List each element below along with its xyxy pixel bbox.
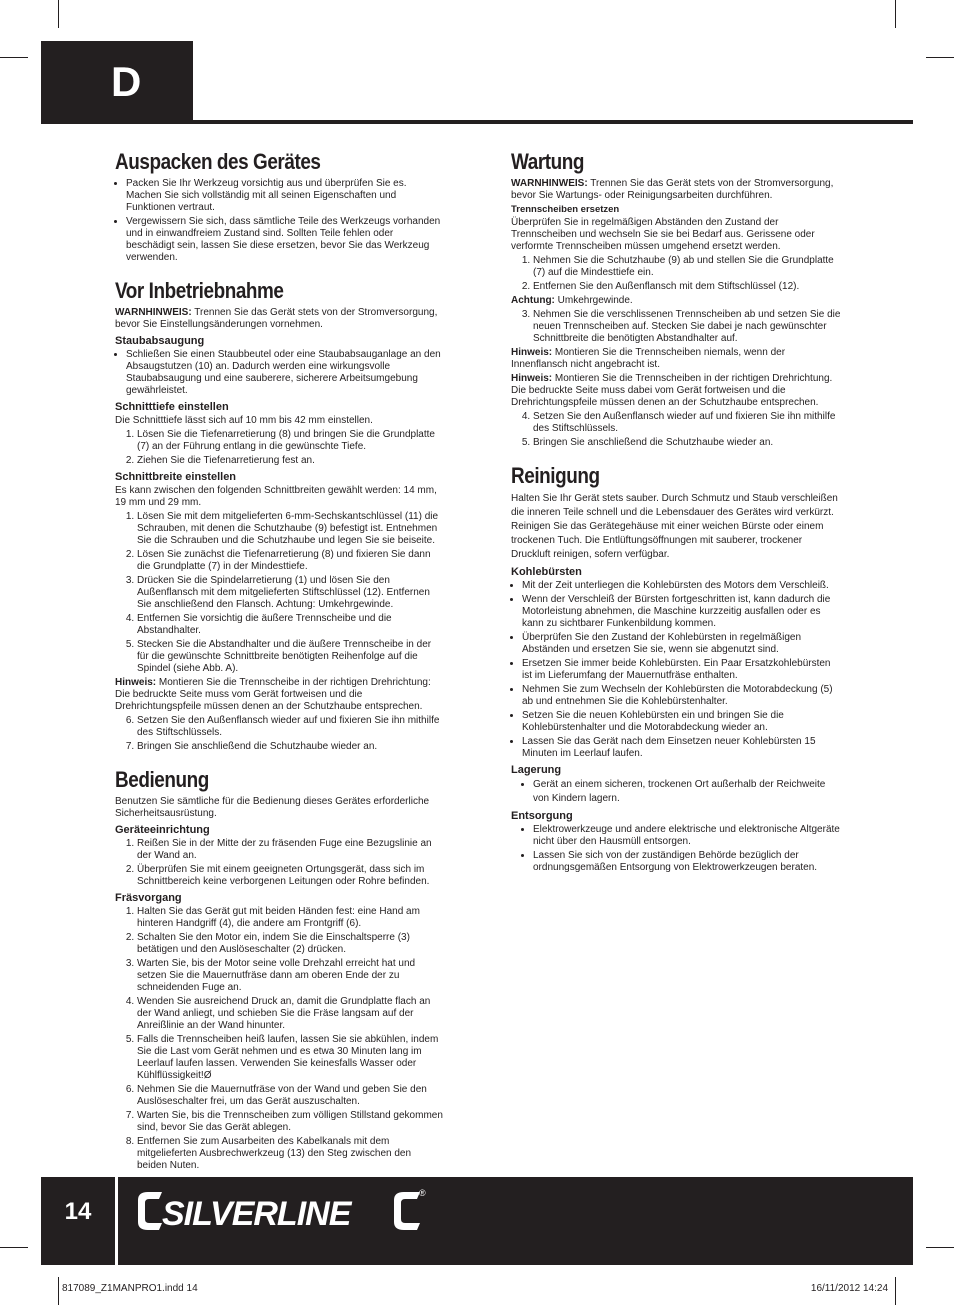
subheading: Schnittbreite einstellen — [115, 471, 237, 483]
list-item: 3. Nehmen Sie die verschlissenen Trennscheiben ab und setzen Sie die neuen Trennscheiben auf. Stecken Sie dabei je nach gewünschter Schnittbreite die benötigten Abstandhalter auf. — [533, 309, 841, 345]
section-auspacken — [115, 149, 443, 264]
paragraph: Halten Sie Ihr Gerät stets sauber. Durch Schmutz und Staub verschleißen die inneren Teile schnell und die Lebensdauer des Gerätes wird verkürzt. Reinigen Sie das Gerätegehäuse mit einer weichen Bürste oder einem trockenen Tuch. Die Entlüftungsöffnungen mit sauberer, trockener Druckluft reinigen, sofern verfügbar. — [511, 493, 838, 560]
section-wartung — [511, 149, 841, 449]
list-item: • Mit der Zeit unterliegen die Kohlebürsten des Motors dem Verschleiß. — [522, 580, 841, 592]
subheading: Entsorgung — [511, 810, 573, 822]
list-item: • Gerät an einem sicheren, trockenen Ort außerhalb der Reichweite von Kindern lagern. — [533, 778, 841, 806]
numbered-list — [115, 715, 443, 753]
note-paragraph — [511, 347, 841, 371]
list-item: • Packen Sie Ihr Werkzeug vorsichtig aus und überprüfen Sie es. Machen Sie sich vollständig mit all seinen Eigenschaften und Funktionen vertraut. — [126, 178, 443, 214]
note-label: Hinweis: — [511, 347, 553, 358]
numbered-list — [115, 429, 443, 467]
list-item: 2. Überprüfen Sie mit einem geeigneten Ortungsgerät, dass sich im Schnittbereich keine verborgenen Leitungen oder Rohre befinden. — [137, 864, 443, 888]
list-item: 6. Nehmen Sie die Mauernutfräse von der Wand und geben Sie den Auslöseschalter frei, um das Gerät auszuschalten. — [137, 1084, 443, 1108]
subheading: Schnitttiefe einstellen — [115, 401, 229, 413]
caution-paragraph — [511, 295, 841, 307]
section-bedienung — [115, 767, 443, 1172]
caution-text: Umkehrgewinde. — [554, 295, 633, 306]
list-item: 2. Schalten Sie den Motor ein, indem Sie die Einschaltsperre (3) betätigen und den Auslöseschalter (2) drücken. — [137, 932, 443, 956]
list-item: 8. Entfernen Sie zum Ausarbeiten des Kabelkanals mit dem mitgelieferten Ausbrechwerkzeug (13) den Steg zwischen den beiden Nuten. — [137, 1136, 443, 1172]
section-title: Wartung — [511, 149, 585, 174]
numbered-list — [511, 309, 841, 345]
list-item: 4. Wenden Sie ausreichend Druck an, damit die Grundplatte flach an der Wand anliegt, und schieben Sie die Fräse langsam auf der Anreißlinie an der Wand hinunter. — [137, 996, 443, 1032]
list-item: 1. Lösen Sie mit dem mitgelieferten 6-mm-Sechskantschlüssel (11) die Schrauben, mit denen die Schutzhaube (9) befestigt ist. Entnehmen Sie die Schrauben und die Schutzhaube und legen Sie sie beiseite. — [137, 511, 443, 547]
section-title: Vor Inbetriebnahme — [115, 278, 284, 303]
crop-mark — [0, 57, 28, 58]
numbered-list — [511, 255, 841, 293]
list-item: 5. Falls die Trennscheiben heiß laufen, lassen Sie sie abkühlen, indem Sie die Last vom Gerät nehmen und es etwa 30 Minuten lang im Leerlauf laufen lassen. Verwenden Sie keinesfalls Wasser oder Kühlflüssigkeit!Ø — [137, 1034, 443, 1082]
bullet-list — [115, 178, 443, 264]
list-item: • Lassen Sie das Gerät nach dem Einsetzen neuer Kohlebürsten 15 Minuten im Leerlauf laufen. — [522, 736, 841, 760]
silverline-logo — [132, 1186, 432, 1236]
warning-label: WARNHINWEIS: — [511, 178, 588, 189]
note-paragraph — [511, 373, 841, 409]
paragraph: Es kann zwischen den folgenden Schnittbreiten gewählt werden: 14 mm, 19 mm und 29 mm. — [115, 485, 437, 508]
crop-mark — [895, 1277, 896, 1305]
crop-mark — [58, 1277, 59, 1305]
list-item: • Nehmen Sie zum Wechseln der Kohlebürsten die Motorabdeckung (5) ab und entnehmen Sie die Kohlebürstenhalter. — [522, 684, 841, 708]
list-item: 5. Bringen Sie anschließend die Schutzhaube wieder an. — [533, 437, 841, 449]
crop-mark — [926, 57, 954, 58]
numbered-list — [511, 411, 841, 449]
paragraph: Überprüfen Sie in regelmäßigen Abständen den Zustand der Trennscheiben und wechseln Sie sie bei Bedarf aus. Gerissene oder verformte Trennscheiben müssen umgehend ersetzt werden. — [511, 217, 815, 252]
registered-mark: ® — [419, 1188, 426, 1198]
list-item: • Ersetzen Sie immer beide Kohlebürsten. Ein Paar Ersatzkohlebürsten ist im Lieferumfang der Mauernutfräse enthalten. — [522, 658, 841, 682]
list-item: • Setzen Sie die neuen Kohlebürsten ein und bringen Sie die Kohlebürstenhalter und die Motorabdeckung wieder an. — [522, 710, 841, 734]
section-title: Bedienung — [115, 767, 209, 792]
crop-mark — [58, 0, 59, 28]
note-text: Montieren Sie die Trennscheibe in der richtigen Drehrichtung: Die bedruckte Seite muss vom Gerät fortweisen und die Drehrichtungspfeile müssen denen an der Schutzhaube entsprechen. — [115, 677, 431, 712]
bullet-list — [511, 778, 841, 806]
warning-paragraph — [115, 307, 443, 331]
section-vor-inbetriebnahme — [115, 278, 443, 753]
bullet-list — [511, 824, 841, 874]
paragraph: Benutzen Sie sämtliche für die Bedienung dieses Gerätes erforderliche Sicherheitsausrüstung. — [115, 796, 430, 819]
list-item: • Vergewissern Sie sich, dass sämtliche Teile des Werkzeugs vorhanden und in einwandfreiem Zustand sind. Sollten Teile fehlen oder beschädigt sein, lassen Sie diese ersetzen, bevor Sie das Werkzeug verwenden. — [126, 216, 443, 264]
note-label: Hinweis: — [511, 373, 553, 384]
header-rule — [41, 120, 913, 124]
list-item: • Schließen Sie einen Staubbeutel oder eine Staubabsauganlage an den Absaugstutzen (10) an. Dadurch werden eine wirkungsvolle Staubabsaugung und eine sauberere, sicherere Arbeitsumgebung gewährleistet. — [126, 349, 443, 397]
crop-mark — [895, 0, 896, 28]
list-item: 5. Stecken Sie die Abstandhalter und die äußere Trennscheibe in der für die gewünschte Schnittbreite benötigten Reihenfolge auf die Spindel (siehe Abb. A). — [137, 639, 443, 675]
numbered-list — [115, 838, 443, 888]
list-item: 3. Warten Sie, bis der Motor seine volle Drehzahl erreicht hat und setzen Sie die Mauernutfräse dann am oberen Ende der zu schneidenden Fuge an. — [137, 958, 443, 994]
date-info: 16/11/2012 14:24 — [810, 1283, 888, 1294]
silverline-logo-graphic — [132, 1186, 432, 1236]
bullet-list — [115, 349, 443, 397]
list-item: 2. Lösen Sie zunächst die Tiefenarretierung (8) und fixieren Sie dann die Grundplatte (7) in der Mindesttiefe. — [137, 549, 443, 573]
list-item: 4. Entfernen Sie vorsichtig die äußere Trennscheibe und die Abstandhalter. — [137, 613, 443, 637]
list-item: 2. Entfernen Sie den Außenflansch mit dem Stiftschlüssel (12). — [533, 281, 841, 293]
file-info: 817089_Z1MANPRO1.indd 14 — [62, 1283, 198, 1294]
subheading: Fräsvorgang — [115, 892, 182, 904]
list-item: 7. Bringen Sie anschließend die Schutzhaube wieder an. — [137, 741, 443, 753]
list-item: • Überprüfen Sie den Zustand der Kohlebürsten in regelmäßigen Abständen und ersetzen Sie sie, wenn sie abgenutzt sind. — [522, 632, 841, 656]
left-column — [115, 149, 443, 1186]
list-item: 1. Reißen Sie in der Mitte der zu fräsenden Fuge eine Bezugslinie an der Wand an. — [137, 838, 443, 862]
list-item: 2. Ziehen Sie die Tiefenarretierung fest an. — [137, 455, 443, 467]
note-paragraph — [115, 677, 443, 713]
list-item: 1. Lösen Sie die Tiefenarretierung (8) und bringen Sie die Grundplatte (7) an der Führung entlang in die gewünschte Tiefe. — [137, 429, 443, 453]
caution-label: Achtung: — [511, 295, 555, 306]
numbered-list — [115, 906, 443, 1172]
numbered-list — [115, 511, 443, 675]
note-text: Montieren Sie die Trennscheiben in der richtigen Drehrichtung. Die bedruckte Seite muss dabei vom Gerät fortweisen und die Drehrichtungspfeile müssen denen an der Schutzhaube entsprechen. — [511, 373, 833, 408]
right-column — [511, 149, 841, 888]
list-item: • Elektrowerkzeuge und andere elektrische und elektronische Altgeräte nicht über den Hausmüll entsorgen. — [533, 824, 841, 848]
subheading: Geräteeinrichtung — [115, 824, 210, 836]
paragraph: Die Schnitttiefe lässt sich auf 10 mm bis 42 mm einstellen. — [115, 415, 373, 426]
page-number: 14 — [64, 1198, 92, 1225]
brand-wordmark: SILVERLINE — [162, 1195, 351, 1233]
section-reinigung — [511, 463, 841, 874]
section-title: Reinigung — [511, 463, 600, 488]
subheading: Lagerung — [511, 764, 562, 776]
list-item: • Wenn der Verschleiß der Bürsten fortgeschritten ist, kann dadurch die Motorleistung abnehmen, die Maschine kurzzeitig ausfallen oder es kann zu sichtbarer Funkenbildung kommen. — [522, 594, 841, 630]
warning-label: WARNHINWEIS: — [115, 307, 192, 318]
language-tab: D — [41, 41, 193, 123]
list-item: 3. Drücken Sie die Spindelarretierung (1) und lösen Sie den Außenflansch mit dem mitgelieferten Stiftschlüssel (12). Entfernen Sie anschließend den Flansch. Achtung: Umkehrgewinde. — [137, 575, 443, 611]
note-text: Montieren Sie die Trennscheiben niemals, wenn der Innenflansch nicht angebracht ist. — [511, 347, 786, 370]
note-label: Hinweis: — [115, 677, 157, 688]
list-item: • Lassen Sie sich von der zuständigen Behörde bezüglich der ordnungsgemäßen Entsorgung von Elektrowerkzeugen beraten. — [533, 850, 841, 874]
list-item: 6. Setzen Sie den Außenflansch wieder auf und fixieren Sie ihn mithilfe des Stiftschlüssels. — [137, 715, 443, 739]
list-item: 4. Setzen Sie den Außenflansch wieder auf und fixieren Sie ihn mithilfe des Stiftschlüssels. — [533, 411, 841, 435]
bullet-list — [511, 580, 841, 760]
subheading: Staubabsaugung — [115, 335, 205, 347]
list-item: 1. Nehmen Sie die Schutzhaube (9) ab und stellen Sie die Grundplatte (7) auf die Mindesttiefe ein. — [533, 255, 841, 279]
crop-mark — [926, 1247, 954, 1248]
subheading: Trennscheiben ersetzen — [511, 204, 620, 215]
warning-text: Trennen Sie das Gerät stets von der Stromversorgung, bevor Sie Wartungs- oder Reinigungsarbeiten durchführen. — [511, 178, 834, 201]
subheading: Kohlebürsten — [511, 566, 582, 578]
warning-text: Trennen Sie das Gerät stets von der Stromversorgung, bevor Sie Einstellungsänderungen vornehmen. — [115, 307, 438, 330]
warning-paragraph — [511, 178, 841, 202]
footer-divider — [115, 1177, 118, 1265]
crop-mark — [0, 1247, 28, 1248]
section-title: Auspacken des Gerätes — [115, 149, 321, 174]
list-item: 1. Halten Sie das Gerät gut mit beiden Händen fest: eine Hand am hinteren Handgriff (4), die andere am Frontgriff (6). — [137, 906, 443, 930]
list-item: 7. Warten Sie, bis die Trennscheiben zum völligen Stillstand gekommen sind, bevor Sie das Gerät ablegen. — [137, 1110, 443, 1134]
